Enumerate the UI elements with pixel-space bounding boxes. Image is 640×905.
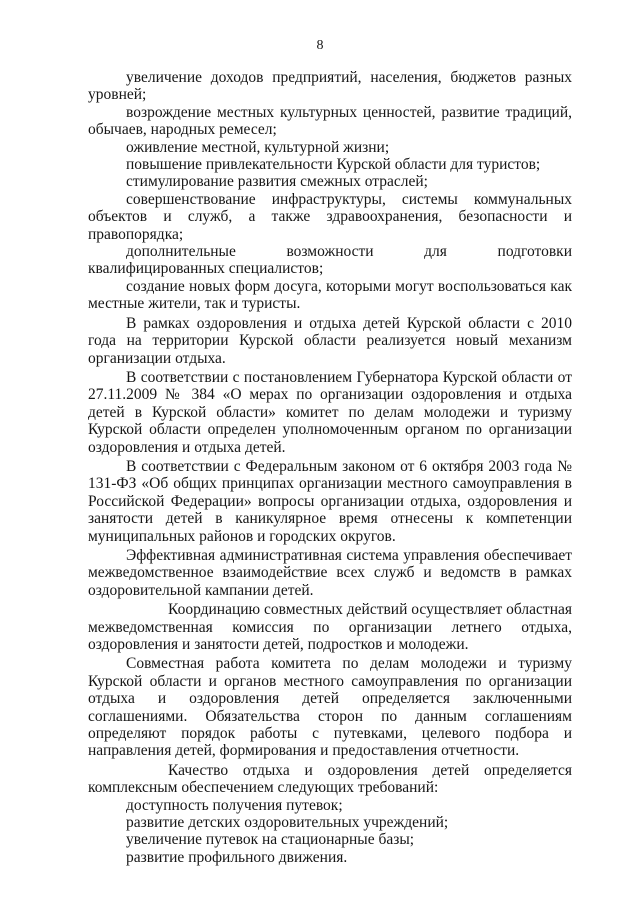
paragraph: возрождение местных культурных ценностей, развитие традиций, обычаев, народных ремесел; [88, 103, 572, 139]
paragraph: стимулирование развития смежных отраслей; [126, 173, 428, 191]
paragraph: оживление местной, культурной жизни; [126, 138, 390, 156]
paragraph: совершенствование инфраструктуры, системы коммунальных объектов и служб, а также здравоохранения, безопасности и правопорядка; [88, 190, 572, 243]
page-number: 8 [316, 38, 324, 53]
paragraph: повышение привлекательности Курской области для туристов; [126, 156, 541, 174]
paragraph: В соответствии с Федеральным законом от 6 октября 2003 года № 131-ФЗ «Об общих принципах организации местного самоуправления в Российской Федерации» вопросы организации отдыха, оздоровления и занятости детей в каникулярное время отнесены к компетенции муниципальных районов и городских округов. [88, 457, 572, 545]
paragraph: Качество отдыха и оздоровления детей определяется комплексным обеспечением следующих требований: [88, 761, 572, 797]
document-body [88, 69, 572, 866]
paragraph: увеличение доходов предприятий, населения, бюджетов разных уровней; [88, 69, 572, 104]
paragraph: В рамках оздоровления и отдыха детей Курской области с 2010 года на территории Курской области реализуется новый механизм организации отдыха. [88, 314, 572, 367]
list-item: доступность получения путевок; [126, 796, 343, 814]
list-item: увеличение путевок на стационарные базы; [126, 831, 415, 849]
list-item: развитие детских оздоровительных учреждений; [126, 814, 449, 832]
paragraph: Эффективная административная система управления обеспечивает межведомственное взаимодействие всех служб и ведомств в рамках оздоровительной кампании детей. [88, 546, 572, 599]
paragraph: создание новых форм досуга, которыми могут воспользоваться как местные жители, так и туристы. [88, 277, 572, 313]
paragraph: дополнительные возможности для подготовки квалифицированных специалистов; [88, 243, 572, 278]
paragraph: В соответствии с постановлением Губернатора Курской области от 27.11.2009 № 384 «О мерах по организации оздоровления и отдыха детей в Курской области» комитет по делам молодежи и туризму Курской области определен уполномоченным органом по организации оздоровления и отдыха детей. [88, 368, 572, 456]
paragraph: Координацию совместных действий осуществляет областная межведомственная комиссия по организации летнего отдыха, оздоровления и занятости детей, подростков и молодежи. [88, 601, 572, 653]
paragraph: Совместная работа комитета по делам молодежи и туризму Курской области и органов местного самоуправления по организации отдыха и оздоровления детей определяется заключенными соглашениями. Обязательства сторон по данным соглашениям определяют порядок работы с путевками, целевого подбора и направления детей, формирования и предоставления отчетности. [88, 655, 572, 760]
list-item: развитие профильного движения. [126, 848, 348, 866]
